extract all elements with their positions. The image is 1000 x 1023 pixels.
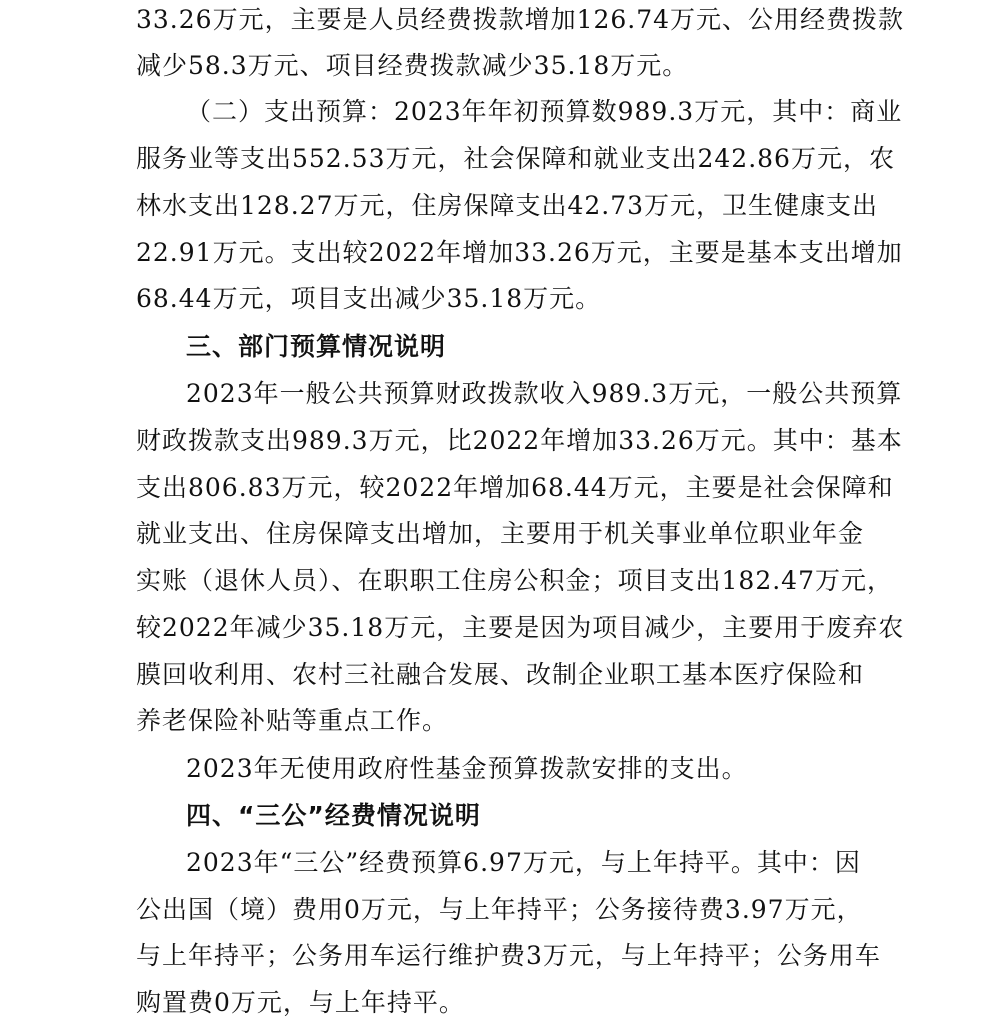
text-line: 与上年持平；公务用车运行维护费3万元，与上年持平；公务用车: [136, 941, 881, 970]
text-line: 财政拨款支出989.3万元，比2022年增加33.26万元。其中：基本: [136, 426, 903, 455]
text-line: 减少58.3万元、项目经费拨款减少35.18万元。: [136, 51, 689, 80]
text-line: 2023年“三公”经费预算6.97万元，与上年持平。其中：因: [186, 848, 861, 877]
text-line: 22.91万元。支出较2022年增加33.26万元，主要是基本支出增加: [136, 238, 903, 267]
text-line: 公出国（境）费用0万元，与上年持平；公务接待费3.97万元，: [136, 895, 863, 924]
text-line: 较2022年减少35.18万元，主要是因为项目减少，主要用于废弃农: [136, 613, 905, 642]
text-line: 2023年一般公共预算财政拨款收入989.3万元，一般公共预算: [186, 379, 903, 408]
text-line: 实账（退休人员）、在职职工住房公积金；项目支出182.47万元，: [136, 566, 893, 595]
text-line: 68.44万元，项目支出减少35.18万元。: [136, 284, 602, 313]
text-line: 养老保险补贴等重点工作。: [136, 706, 449, 735]
text-line: 33.26万元，主要是人员经费拨款增加126.74万元、公用经费拨款: [136, 5, 905, 34]
text-line: （二）支出预算：2023年年初预算数989.3万元，其中：商业: [186, 97, 903, 126]
text-line: 2023年无使用政府性基金预算拨款安排的支出。: [186, 754, 748, 783]
text-line: 林水支出128.27万元，住房保障支出42.73万元，卫生健康支出: [136, 191, 879, 220]
text-line: 就业支出、住房保障支出增加，主要用于机关事业单位职业年金: [136, 519, 865, 548]
text-line: 服务业等支出552.53万元，社会保障和就业支出242.86万元，农: [136, 144, 895, 173]
section-heading: 三、部门预算情况说明: [186, 332, 447, 361]
text-line: 膜回收利用、农村三社融合发展、改制企业职工基本医疗保险和: [136, 660, 865, 689]
text-line: 购置费0万元，与上年持平。: [136, 988, 465, 1017]
text-line: 支出806.83万元，较2022年增加68.44万元，主要是社会保障和: [136, 473, 894, 502]
section-heading: 四、“三公”经费情况说明: [186, 801, 481, 830]
